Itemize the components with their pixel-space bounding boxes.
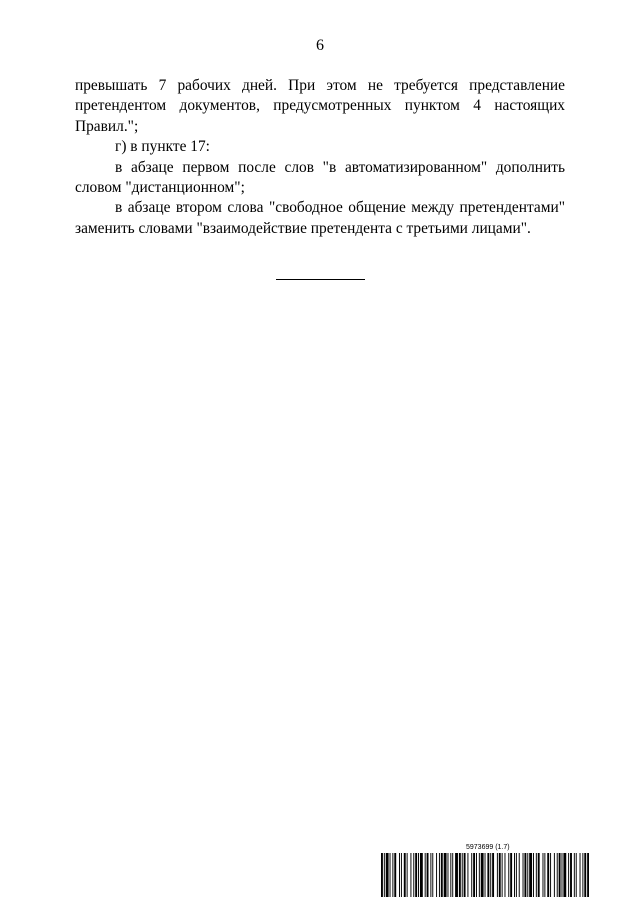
barcode-bar: [568, 853, 569, 897]
barcode-bar: [554, 853, 555, 897]
barcode-bar: [487, 853, 489, 897]
barcode-bar: [584, 853, 586, 897]
barcode-bar: [562, 853, 563, 897]
barcode-bar: [384, 853, 385, 897]
barcode-bar: [582, 853, 583, 897]
barcode-bar: [430, 853, 431, 897]
barcode-bar: [404, 853, 406, 897]
barcode-bar: [476, 853, 477, 897]
barcode-caption: 5973699 (1.7): [466, 844, 510, 851]
barcode-bar: [485, 853, 486, 897]
barcode-bar: [510, 853, 512, 897]
barcode-bar: [559, 853, 561, 897]
barcode-bar: [481, 853, 484, 897]
barcode-bar: [479, 853, 480, 897]
barcode-bar: [418, 853, 419, 897]
barcode-bar: [390, 853, 391, 897]
barcode-bar: [386, 853, 389, 897]
barcode-bar: [538, 853, 540, 897]
barcode-bar: [524, 853, 526, 897]
barcode-bar: [508, 853, 509, 897]
paragraph-item-g: г) в пункте 17:: [115, 138, 210, 156]
barcode-bar: [497, 853, 498, 897]
barcode-bar: [505, 853, 506, 897]
barcode-bar: [543, 853, 544, 897]
barcode-bar: [499, 853, 501, 897]
barcode-bar: [415, 853, 417, 897]
barcode-bar: [464, 853, 466, 897]
barcode: [380, 844, 590, 900]
barcode-bar: [427, 853, 429, 897]
barcode-bar: [413, 853, 414, 897]
barcode-bar: [547, 853, 549, 897]
barcode-bar: [459, 853, 461, 897]
barcode-bar: [467, 853, 468, 897]
barcode-bar: [533, 853, 534, 897]
barcode-bar: [410, 853, 411, 897]
barcode-bar: [392, 853, 393, 897]
barcode-bar: [527, 853, 528, 897]
barcode-bar: [452, 853, 453, 897]
barcode-bar: [462, 853, 463, 897]
barcode-bars: [380, 853, 590, 897]
barcode-bar: [432, 853, 433, 897]
barcode-bar: [519, 853, 520, 897]
paragraph-first-abzats: в абзаце первом после слов "в автоматизированном" дополнить словом "дистанционном";: [75, 158, 565, 197]
barcode-bar: [490, 853, 491, 897]
paragraph-continuation: превышать 7 рабочих дней. При этом не требуется представление претендентом документов, предусмотренных пунктом 4 настоящих Правил.";: [75, 77, 565, 135]
barcode-bar: [444, 853, 447, 897]
barcode-bar: [550, 853, 551, 897]
barcode-bar: [436, 853, 437, 897]
document-body: [75, 76, 565, 239]
barcode-bar: [420, 853, 423, 897]
barcode-bar: [523, 853, 524, 897]
barcode-bar: [455, 853, 458, 897]
barcode-bar: [448, 853, 449, 897]
barcode-bar: [574, 853, 575, 897]
end-of-text-rule: [276, 279, 365, 280]
barcode-bar: [536, 853, 537, 897]
barcode-bar: [587, 853, 589, 897]
barcode-bar: [576, 853, 577, 897]
barcode-bar: [439, 853, 440, 897]
barcode-bar: [557, 853, 558, 897]
barcode-bar: [580, 853, 581, 897]
barcode-bar: [529, 853, 532, 897]
barcode-bar: [544, 853, 545, 897]
barcode-bar: [516, 853, 517, 897]
barcode-bar: [471, 853, 472, 897]
page-number: 6: [316, 37, 324, 54]
barcode-bar: [394, 853, 396, 897]
barcode-bar: [399, 853, 400, 897]
barcode-bar: [441, 853, 443, 897]
barcode-bar: [473, 853, 475, 897]
barcode-bar: [401, 853, 402, 897]
paragraph-second-abzats: в абзаце втором слова "свободное общение между претендентами" заменить словами "взаимодействие претендента с третьими лицами".: [75, 199, 565, 237]
barcode-bar: [407, 853, 408, 897]
barcode-bar: [563, 853, 566, 897]
barcode-bar: [492, 853, 494, 897]
barcode-bar: [381, 853, 383, 897]
barcode-bar: [570, 853, 572, 897]
barcode-bar: [502, 853, 503, 897]
barcode-bar: [450, 853, 451, 897]
barcode-bar: [425, 853, 426, 897]
barcode-bar: [514, 853, 515, 897]
